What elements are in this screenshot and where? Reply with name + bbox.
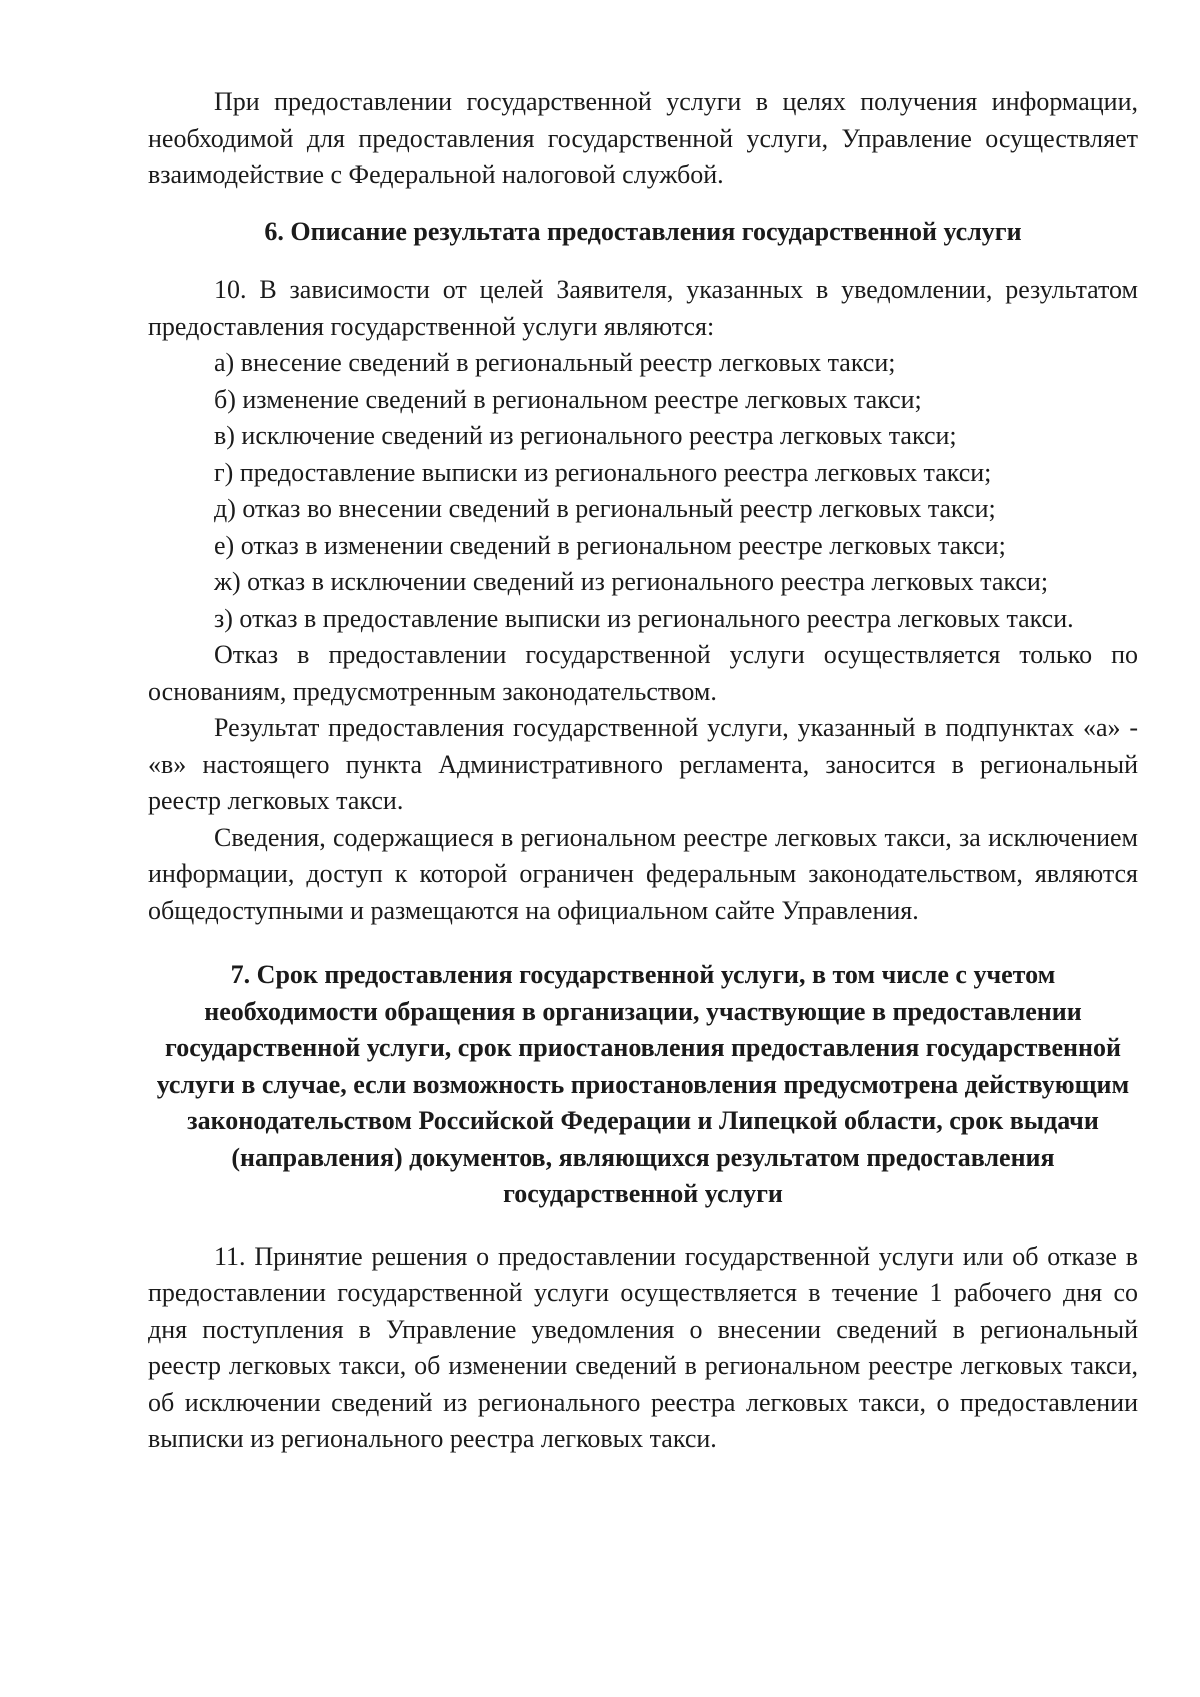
paragraph-10-intro: 10. В зависимости от целей Заявителя, указанных в уведомлении, результатом предоставления государственной услуги являются: xyxy=(148,275,1138,341)
info-paragraph: Сведения, содержащиеся в региональном реестре легковых такси, за исключением информации, доступ к которой ограничен федеральным законодательством, являются общедоступными и размещаются на официальном сайте Управления. xyxy=(148,822,1138,925)
list-item-d: д) отказ во внесении сведений в региональный реестр легковых такси; xyxy=(214,494,996,523)
intro-paragraph: При предоставлении государственной услуги в целях получения информации, необходимой для предоставления государственной услуги, Управление осуществляет взаимодействие с Федеральной налоговой службой. xyxy=(148,87,1138,189)
list-item-a: а) внесение сведений в региональный реестр легковых такси; xyxy=(214,348,896,377)
list-item-b: б) изменение сведений в региональном реестре легковых такси; xyxy=(214,384,922,414)
list-item-g: г) предоставление выписки из регионального реестра легковых такси; xyxy=(214,457,992,487)
list-item-e: е) отказ в изменении сведений в региональном реестре легковых такси; xyxy=(214,530,1006,560)
list-item-v: в) исключение сведений из регионального реестра легковых такси; xyxy=(214,421,957,450)
section-7-heading: 7. Срок предоставления государственной услуги, в том числе с учетом необходимости обращения в организации, участвующие в предоставлении государственной услуги, срок приостановления предоставления государственной услуги в случае, если возможность приостановления предусмотрена действующим законодательством Российской Федерации и Липецкой области, срок выдачи (направления) документов, являющихся результатом предоставления государственной услуги xyxy=(156,960,1130,1208)
paragraph-10-list xyxy=(148,345,1138,637)
document-page xyxy=(148,84,1138,1458)
list-item-z: з) отказ в предоставление выписки из регионального реестра легковых такси. xyxy=(214,603,1074,633)
list-item-zh: ж) отказ в исключении сведений из регионального реестра легковых такси; xyxy=(214,567,1049,596)
refusal-paragraph: Отказ в предоставлении государственной услуги осуществляется только по основаниям, предусмотренным законодательством. xyxy=(148,640,1138,706)
paragraph-11: 11. Принятие решения о предоставлении государственной услуги или об отказе в предоставлении государственной услуги осуществляется в течение 1 рабочего дня со дня поступления в Управление уведомления о внесении сведений в региональный реестр легковых такси, об изменении сведений в региональном реестре легковых такси, об исключении сведений из регионального реестра легковых такси, о предоставлении выписки из регионального реестра легковых такси. xyxy=(148,1241,1138,1453)
section-6-heading: 6. Описание результата предоставления государственной услуги xyxy=(264,216,1022,246)
result-paragraph: Результат предоставления государственной услуги, указанный в подпунктах «а» - «в» настоящего пункта Административного регламента, заносится в региональный реестр легковых такси. xyxy=(148,713,1138,815)
